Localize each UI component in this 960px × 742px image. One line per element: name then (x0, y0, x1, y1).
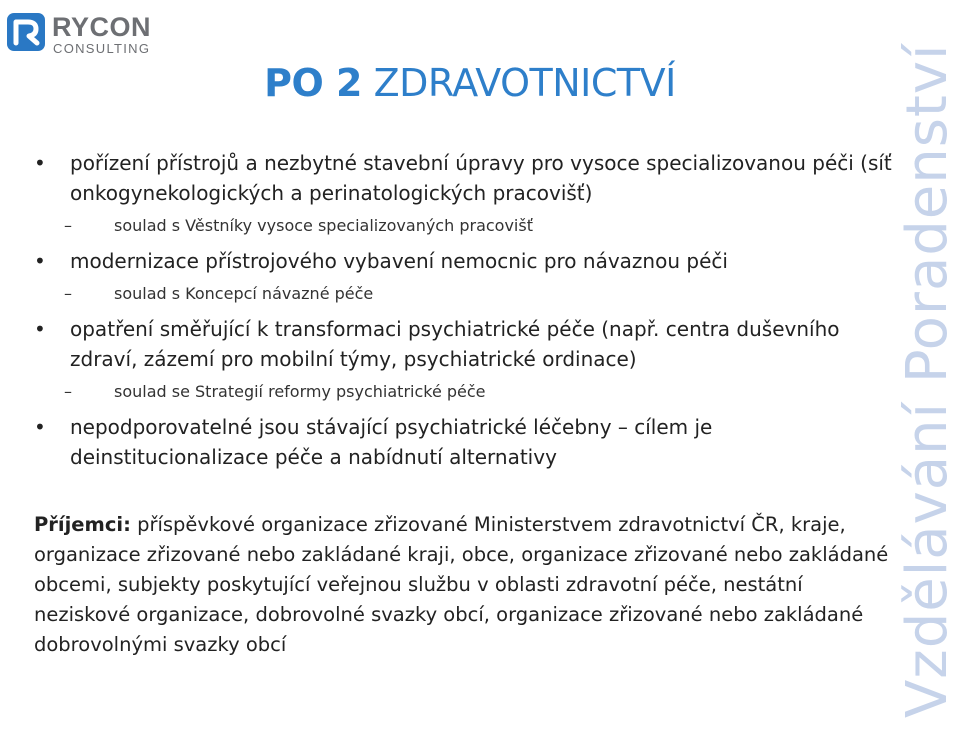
bullet-list (34, 148, 894, 472)
dash-marker: – (64, 382, 72, 401)
sub-bullet-item (34, 282, 894, 306)
sub-bullet-text: soulad s Věstníky vysoce specializovaných pracovišť (114, 216, 533, 235)
title-bold: PO 2 (264, 61, 362, 105)
bullet-item (34, 412, 894, 472)
rycon-logo (6, 12, 156, 60)
bullet-item (34, 246, 894, 276)
dash-marker: – (64, 284, 72, 303)
page-title (0, 58, 940, 108)
bullet-item (34, 148, 894, 208)
bullet-marker: • (34, 249, 46, 273)
recipients-paragraph (34, 510, 894, 660)
watermark-text: Vzdělávání Poradenství (895, 43, 960, 718)
logo-name: RYCON (52, 12, 152, 42)
bullet-text: pořízení přístrojů a nezbytné stavební úpravy pro vysoce specializovanou péči (síť onkogynekologických a perinatologických pracovišť) (70, 151, 892, 205)
bullet-text: modernizace přístrojového vybavení nemocnic pro návaznou péči (70, 249, 728, 273)
bullet-marker: • (34, 151, 46, 175)
recipients-text: příspěvkové organizace zřizované Ministerstvem zdravotnictví ČR, kraje, organizace zřizované nebo zakládané kraji, obce, organizace zřizované nebo zakládané obcemi, subjekty poskytující veřejnou službu v oblasti zdravotní péče, nestátní neziskové organizace, dobrovolné svazky obcí, organizace zřizované nebo zakládané dobrovolnými svazky obcí (34, 513, 889, 656)
sub-bullet-text: soulad se Strategií reformy psychiatrické péče (114, 382, 486, 401)
bullet-item (34, 314, 894, 374)
bullet-marker: • (34, 317, 46, 341)
dash-marker: – (64, 216, 72, 235)
sub-bullet-text: soulad s Koncepcí návazné péče (114, 284, 374, 303)
sub-bullet-item (34, 214, 894, 238)
rycon-logo-mark-icon (6, 12, 46, 52)
bullet-marker: • (34, 415, 46, 439)
logo-subtitle: CONSULTING (53, 41, 151, 56)
recipients-label: Příjemci: (34, 513, 131, 536)
bullet-text: nepodporovatelné jsou stávající psychiatrické léčebny – cílem je deinstitucionalizace péče a nabídnutí alternativy (70, 415, 713, 469)
sub-bullet-item (34, 380, 894, 404)
title-rest: ZDRAVOTNICTVÍ (361, 61, 676, 105)
bullet-text: opatření směřující k transformaci psychiatrické péče (např. centra duševního zdraví, zázemí pro mobilní týmy, psychiatrické ordinace) (70, 317, 840, 371)
